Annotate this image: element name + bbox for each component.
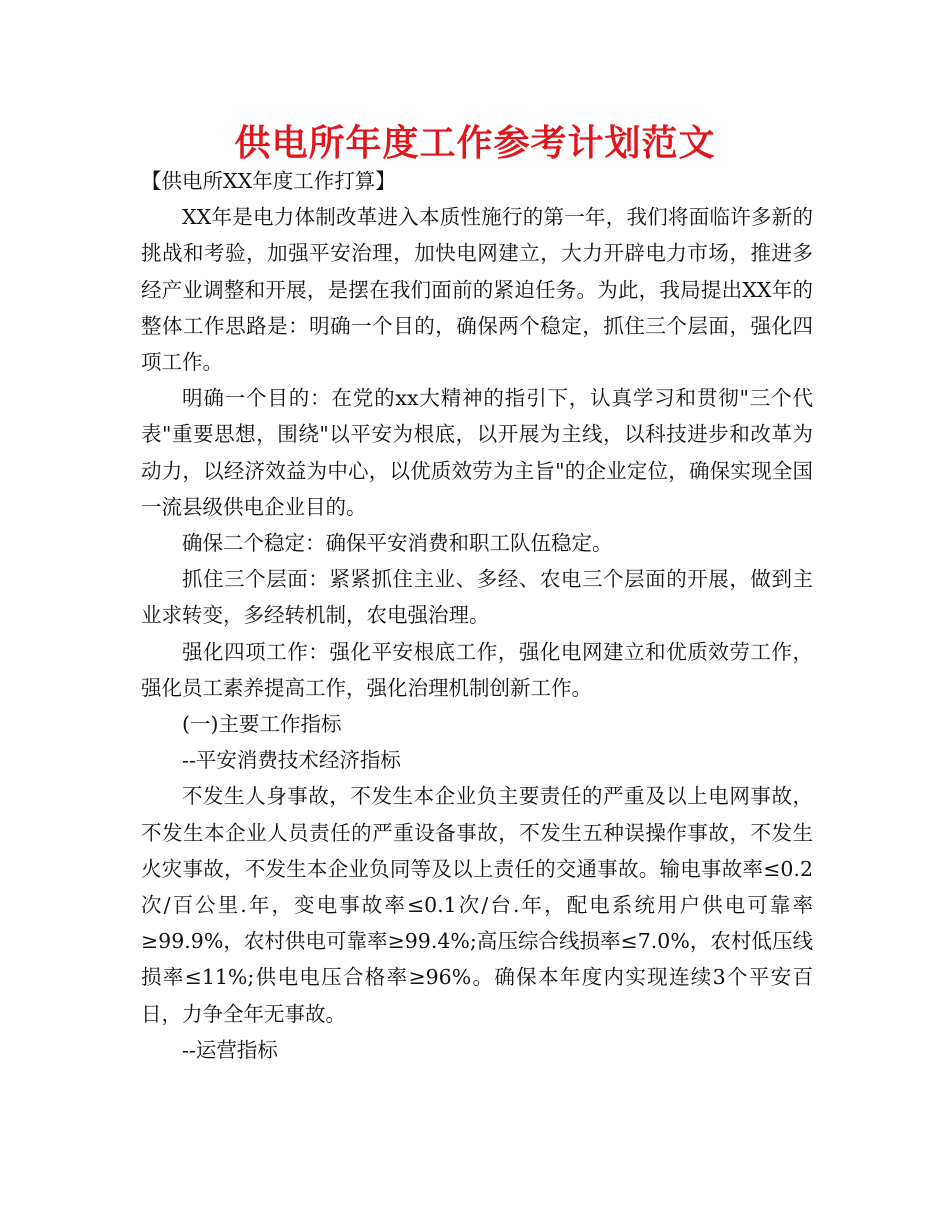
subheading: 【供电所XX年度工作打算】 (141, 169, 396, 193)
paragraph-four-works: 强化四项工作：强化平安根底工作，强化电网建立和优质效劳工作，强化员工素养提高工作，强化治理机制创新工作。 (141, 639, 813, 700)
subsection-heading-operation-indicators: --运营指标 (182, 1037, 278, 1062)
paragraph-safety-indicators: 不发生人身事故，不发生本企业负主要责任的严重及以上电网事故，不发生本企业人员责任的严重设备事故，不发生五种误操作事故，不发生火灾事故，不发生本企业负同等及以上责任的交通事故。输电事故率≤0.2次/百公里.年，变电事故率≤0.1次/台.年，配电系统用户供电可靠率≥99.9%，农村供电可靠率≥99.4%;高压综合线损率≤7.0%，农村低压线损率≤11%;供电电压合格率≥96%。确保本年度内实现连续3个平安百日，力争全年无事故。 (141, 784, 813, 1026)
paragraph-overview: XX年是电力体制改革进入本质性施行的第一年，我们将面临许多新的挑战和考验，加强平安治理，加快电网建立，大力开辟电力市场，推进多经产业调整和开展，是摆在我们面前的紧迫任务。为此，我局提出XX年的整体工作思路是：明确一个目的，确保两个稳定，抓住三个层面，强化四项工作。 (141, 205, 813, 375)
document-title: 供电所年度工作参考计划范文 (234, 123, 716, 164)
subsection-heading-safety-indicators: --平安消费技术经济指标 (182, 748, 401, 773)
paragraph-three-levels: 抓住三个层面：紧紧抓住主业、多经、农电三个层面的开展，做到主业求转变，多经转机制，农电强治理。 (141, 567, 813, 628)
document-body (141, 163, 813, 1068)
paragraph-one-goal: 明确一个目的：在党的xx大精神的指引下，认真学习和贯彻"三个代表"重要思想，围绕"以平安为根底，以开展为主线，以科技进步和改革为动力，以经济效益为中心，以优质效劳为主旨"的企业定位，确保实现全国一流县级供电企业目的。 (141, 386, 813, 519)
section-heading-main-indicators: (一)主要工作指标 (182, 712, 342, 737)
paragraph-two-stable: 确保二个稳定：确保平安消费和职工队伍稳定。 (182, 531, 613, 556)
